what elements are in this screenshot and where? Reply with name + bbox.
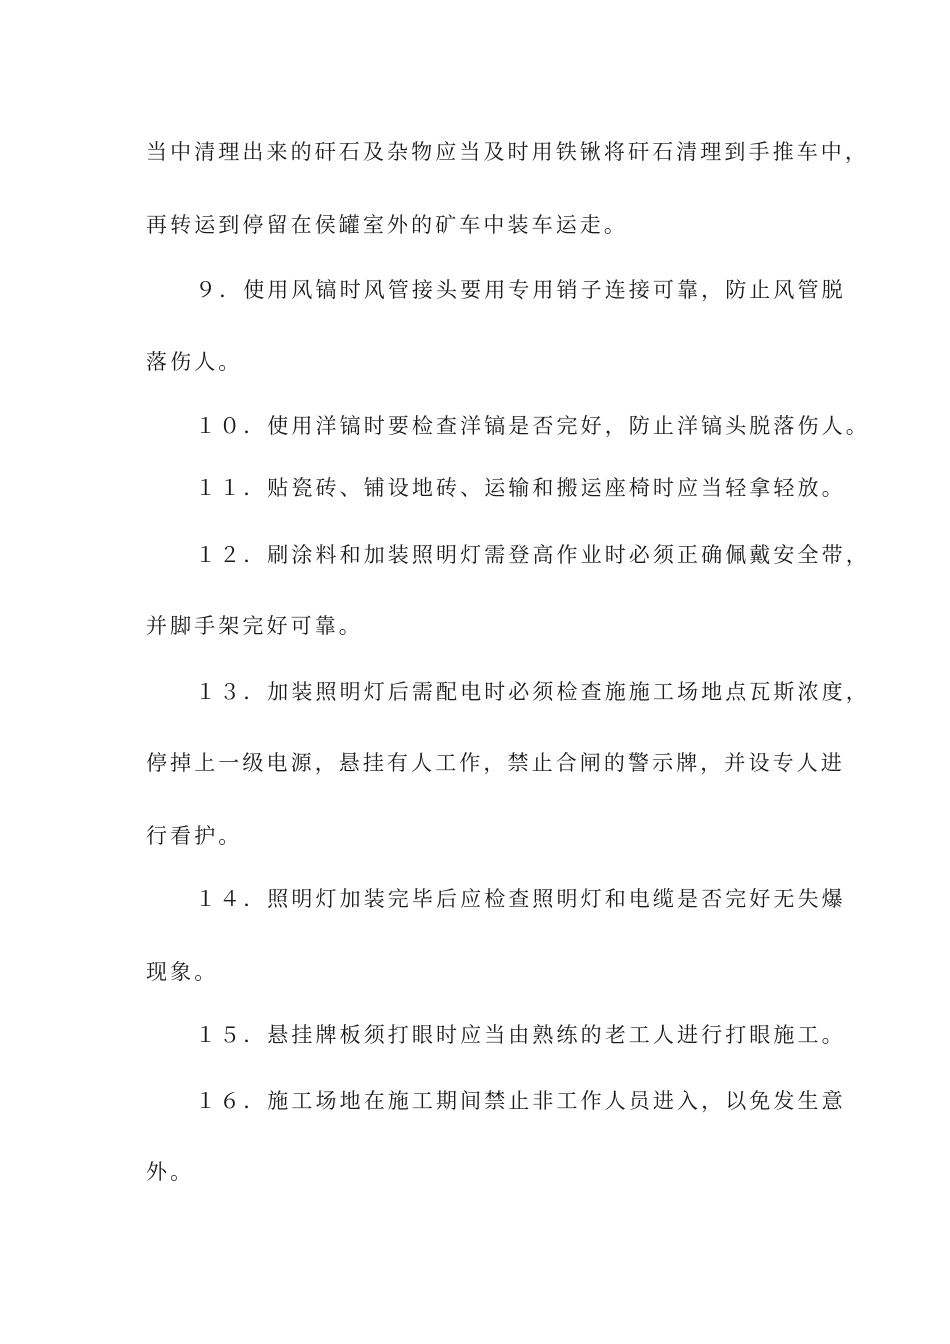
item-14-line-2: 现象。: [146, 960, 219, 984]
item-10-line: １０．使用洋镐时要检查洋镐是否完好，防止洋镐头脱落伤人。: [195, 414, 870, 438]
item-9-line-1: ９．使用风镐时风管接头要用专用销子连接可靠，防止风管脱: [195, 278, 846, 302]
item-14-line-1: １４．照明灯加装完毕后应检查照明灯和电缆是否完好无失爆: [195, 887, 846, 911]
text-line-continuation: 再转运到停留在侯罐室外的矿车中装车运走。: [146, 213, 628, 237]
item-12-line-2: 并脚手架完好可靠。: [146, 614, 363, 638]
item-13-line-1: １３．加装照明灯后需配电时必须检查施施工场地点瓦斯浓度，: [195, 680, 870, 704]
item-16-line-1: １６．施工场地在施工期间禁止非工作人员进入，以免发生意: [195, 1089, 846, 1113]
item-9-line-2: 落伤人。: [146, 350, 243, 374]
item-12-line-1: １２．刷涂料和加装照明灯需登高作业时必须正确佩戴安全带，: [195, 543, 870, 567]
item-15-line: １５．悬挂牌板须打眼时应当由熟练的老工人进行打眼施工。: [195, 1023, 846, 1047]
text-line-continuation: 当中清理出来的矸石及杂物应当及时用铁锹将矸石清理到手推车中，: [146, 140, 869, 164]
item-13-line-3: 行看护。: [146, 824, 243, 848]
item-13-line-2: 停掉上一级电源，悬挂有人工作，禁止合闸的警示牌，并设专人进: [146, 751, 845, 775]
item-11-line: １１．贴瓷砖、铺设地砖、运输和搬运座椅时应当轻拿轻放。: [195, 476, 846, 500]
item-16-line-2: 外。: [146, 1160, 195, 1184]
